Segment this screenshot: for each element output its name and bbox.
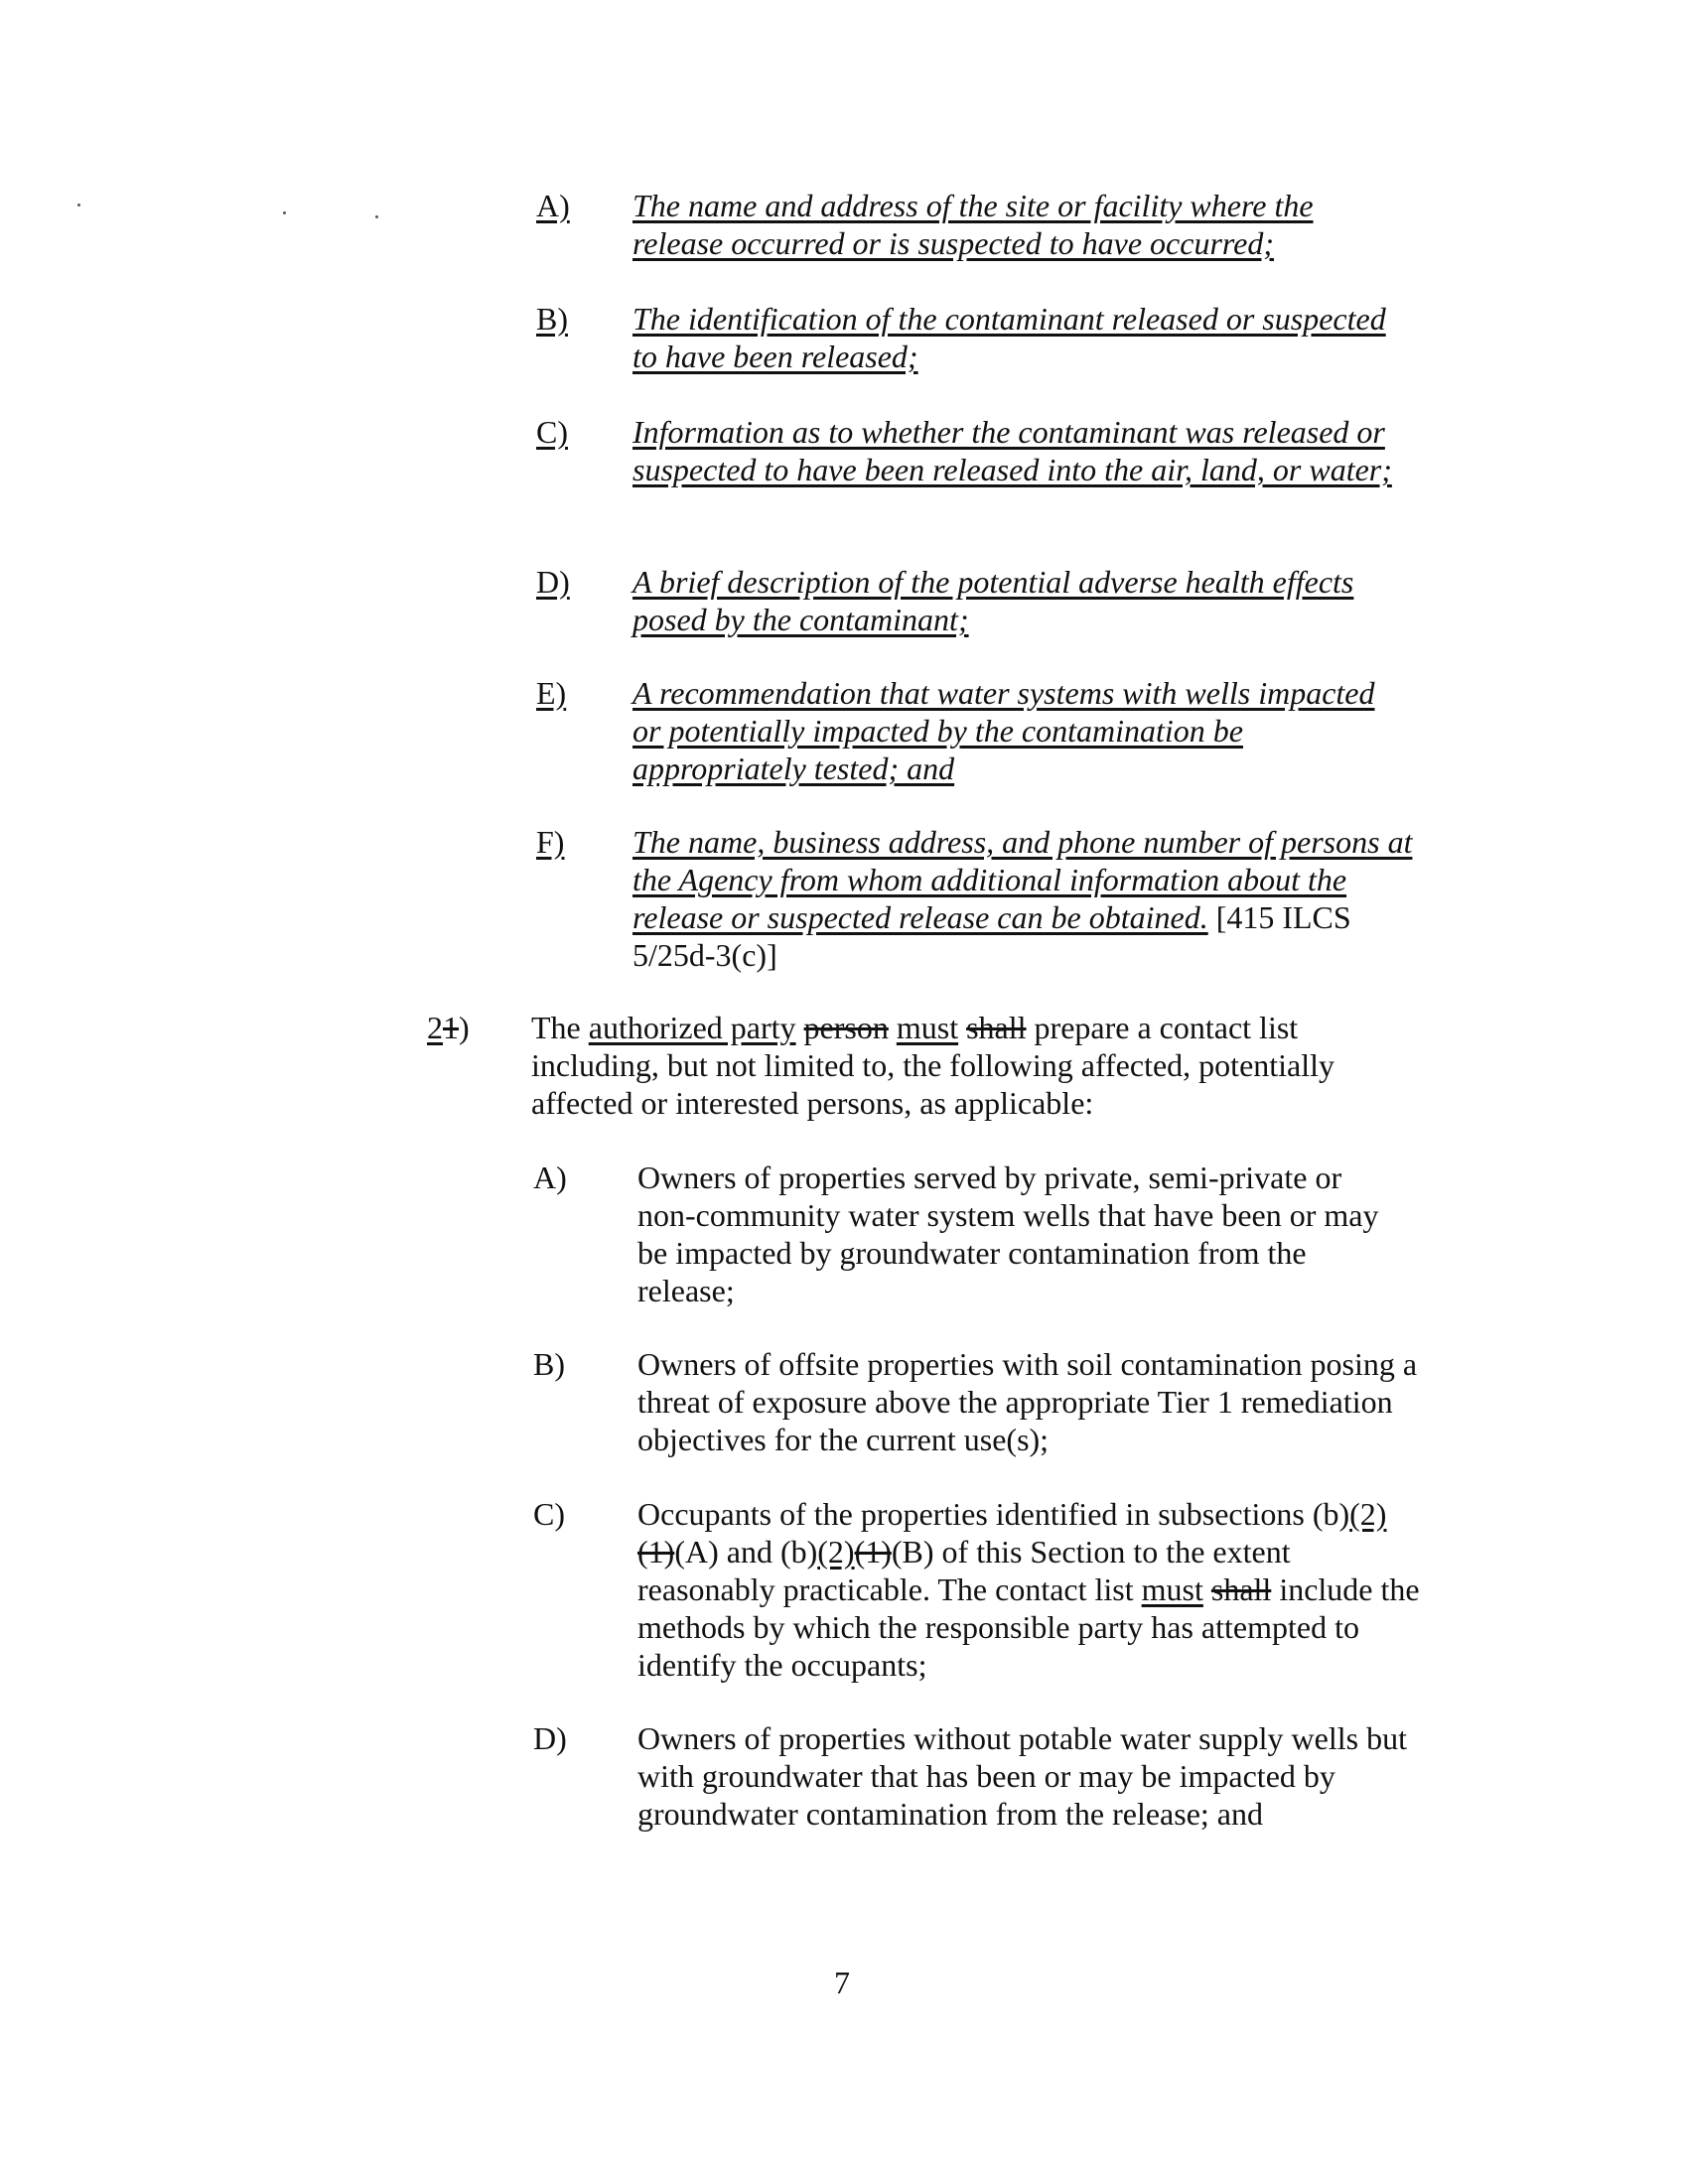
item-text: Owners of properties served by private, semi-private or non-community water system wells that have been or may be impacted by groundwater contamination from the release; [637,1160,1379,1308]
deleted-text: person [803,1010,889,1045]
item-label: B) [533,1346,565,1382]
inserted-text: must [896,1010,959,1045]
inserted-text: (2) [817,1534,855,1570]
item-text [632,823,1417,974]
item-label: F) [536,824,565,860]
text-run: (A) and (b) [674,1534,818,1570]
text-run: Occupants of the properties identified in subsections (b) [637,1496,1350,1532]
item-text: The name and address of the site or facility where the release occurred or is suspected to have occurred; [632,188,1314,261]
text-run [796,1010,804,1045]
item-text: Owners of offsite properties with soil contamination posing a threat of exposure above the appropriate Tier 1 remediation objectives for the current use(s); [637,1346,1418,1457]
scan-speck [375,215,378,218]
inserted-text: (2) [1349,1496,1387,1532]
item-label: B) [536,301,568,337]
label-inserted: 2 [427,1010,443,1045]
label-deleted: 1 [443,1010,459,1045]
page-number: 7 [834,1965,850,2000]
item-label: A) [533,1160,567,1195]
item-text [637,1495,1422,1684]
item-text-italic: The name, business address, and phone number of persons at the Agency from whom additional information about the release or suspected release can be obtained. [632,824,1413,935]
item-label: A) [536,188,570,223]
deleted-text: shall [966,1010,1027,1045]
item-label: D) [533,1720,567,1756]
paragraph-2-label [427,1009,470,1046]
item-text: A brief description of the potential adverse health effects posed by the contaminant; [632,564,1354,637]
label-suffix: ) [459,1010,470,1045]
text-run [1203,1571,1211,1607]
item-text: Owners of properties without potable water supply wells but with groundwater that has been or may be impacted by groundwater contamination from the release; and [637,1720,1407,1832]
statute-citation: [415 ILCS 5/25d-3(c)] [632,899,1351,973]
scan-speck [77,204,80,206]
item-text: A recommendation that water systems with wells impacted or potentially impacted by the contamination be appropriately tested; and [632,675,1375,786]
item-label: D) [536,564,570,600]
text-run: prepare a contact list including, but not limited to, the following affected, potentially affected or interested persons, as applicable: [531,1010,1335,1121]
item-text: The identification of the contaminant released or suspected to have been released; [632,301,1386,374]
item-label: E) [536,675,567,711]
deleted-text: shall [1210,1571,1272,1607]
inserted-text: authorized party [588,1010,796,1045]
deleted-text: (1) [854,1534,892,1570]
text-run: (B) of this Section to the extent reasonably practicable. The contact list [637,1534,1291,1607]
text-run: include the methods by which the responsible party has attempted to identify the occupants; [637,1571,1420,1683]
inserted-text: must [1141,1571,1203,1607]
item-label: C) [536,414,568,450]
text-run [889,1010,897,1045]
item-label: C) [533,1496,565,1532]
item-text: Information as to whether the contaminant was released or suspected to have been released into the air, land, or water; [632,414,1392,487]
scan-speck [283,211,286,214]
text-run [958,1010,966,1045]
deleted-text: (1) [637,1534,675,1570]
text-run: The [531,1010,589,1045]
paragraph-2-text [531,1009,1365,1122]
